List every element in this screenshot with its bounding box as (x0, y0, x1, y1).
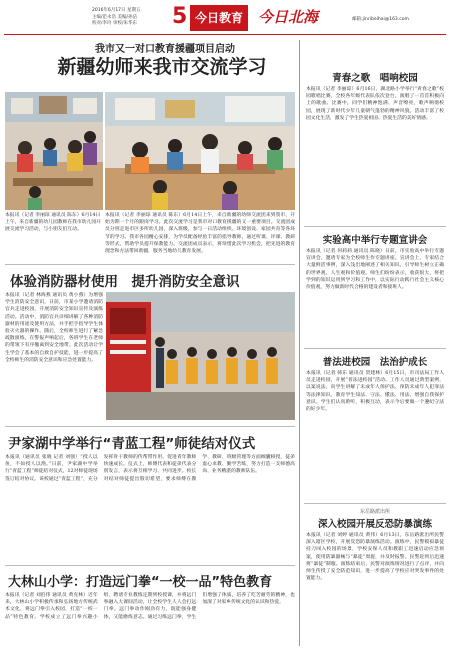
proof-line: 校对/李玲 审校/朱华东 (92, 21, 137, 26)
article3-body: 本报讯（通讯员 张晓 记者 刘强）“授人以鱼，不如授人以渔。”日前，尹家湖中学举行“青蓝工程”师徒结对仪式，12对师徒现场签订结对协议。该校通过“青蓝工程”，充分发挥骨干教师的传帮带作用，促进青年教师快速成长。仪式上，师傅代表和徒弟代表分别发言，表示将互相学习、共同进步。校长对结对师徒提出殷切希望，要求师傅在教学、教研、班级管理等方面倾囊相授，徒弟虚心求教、勤学苦练，努力打造一支师德高尚、业务精湛的教师队伍。 (5, 455, 295, 482)
article1-kicker: 我市又一对口教育援疆项目启动 (95, 44, 235, 55)
masthead-rule (4, 34, 446, 35)
sidebar2-body: 本报讯（记者 何莉莉 通讯员 陈晓）日前，市实验高中举行专题宣讲会，邀请专家为全校师生作专题讲座。宣讲会上，专家结合大量鲜活事例，深入浅出地阐述了相关知识，引导师生树立正确的世界观、人生观和价值观。师生们纷纷表示，收获很大，将把学到的知识运用到学习和工作中，以实际行动践行社会主义核心价值观，努力做新时代合格的建设者和接班人。 (306, 249, 444, 291)
sidebar4-kicker: 东岳路派出所 (359, 509, 390, 515)
article1-caption: 本报讯（记者 李丽琼 通讯员 陈东）6月14日上午，来自新疆的幼儿园教师在我市幼儿园开展交流学习活动，与小朋友们互动。 (5, 213, 101, 232)
sidebar1-headline: 青春之歌 唱响校园 (332, 73, 418, 84)
brand-logo: 今日北海 (258, 8, 319, 26)
article1-body: 本报讯（记者 李丽琼 通讯员 陈东）6月14日上午，来自新疆的幼师交流团来到我市，开始为期一个月的跟岗学习。此次交流学习是我市对口教育援疆的又一重要项目。交流团成员分别走进市区多所幼儿园，深入班级，参与一日活动组织、环境创设、家园共育等各环节的学习。我市各园精心安排，为学员配备经验丰富的指导教师，通过听课、评课、教研等形式，帮助学员提升保教能力。交流团成员表示，将珍惜此次学习机会，把先进的教育理念和方法带回新疆，服务当地幼儿教育发展。 (105, 213, 295, 255)
editor-line: 主编/范永浩 美编/孙洁 (92, 14, 137, 20)
sidebar3-body: 本报讯（记者 韩东 通讯员 贺建林）6月15日，市司法局工作人员走进校园，开展“普法进校园”活动。工作人员通过典型案例，以案说法，向学生讲解了未成年人保护法、预防未成年人犯罪法等法律知识，教育学生知法、守法、懂法、用法，增强自我保护意识。学生们认真聆听，积极互动，表示今后要做一个遵纪守法的好少年。 (306, 371, 444, 413)
article4-body: 本报讯（记者 刘伯伟 通讯员 黄克林）近年来，大林山小学积极传承和弘扬地方传统武术文化，将远门拳引入校园，打造“一校一品”特色教育。学校成立了远门拳兴趣小组，聘请专业教练定期到校授课，并将远门拳融入大课间活动，让全校学生人人会打远门拳。远门拳动作刚劲有力，既能强身健体，又能磨炼意志。通过习练远门拳，学生们增强了体质，培养了吃苦耐劳的精神，也加深了对家乡传统文化的认识和热爱。 (5, 593, 295, 620)
email-line: 邮箱:jinribeihai@163.com (352, 17, 409, 22)
sidebar-divider (304, 503, 446, 504)
article1-headline: 新疆幼师来我市交流学习 (57, 56, 267, 78)
fire-drill-photo (106, 292, 295, 420)
sidebar3-headline: 普法进校园 法治护成长 (322, 357, 428, 368)
kindergarten-photo (105, 92, 295, 210)
article3-headline: 尹家湖中学举行“青蓝工程”师徒结对仪式 (8, 436, 256, 452)
page-number: 5 (172, 4, 188, 29)
section-divider (5, 426, 295, 427)
article2-headline: 体验消防器材使用 提升消防安全意识 (10, 274, 240, 290)
sidebar-divider (304, 226, 446, 227)
sidebar4-headline: 深入校园开展反恐防暴演练 (317, 519, 432, 530)
masthead-info (92, 8, 140, 28)
article4-headline: 大林山小学：打造远门拳“一校一品”特色教育 (8, 575, 273, 590)
classroom-photo (5, 92, 103, 210)
section-divider (5, 565, 295, 566)
date-line: 2016年6月17日 星期五 (92, 8, 141, 13)
sidebar2-headline: 实验高中举行专题宣讲会 (322, 235, 428, 246)
article2-body: 本报讯（记者 林海燕 通讯员 黄小燕）为增强学生消防安全意识，日前，市某小学邀请消防官兵走进校园，开展消防安全知识宣传及演练活动。活动中，消防官兵详细讲解了各种消防器材的用途及使用方法，并手把手指导学生体验灭火器的操作。随后，全校师生进行了紧急疏散演练，在警报声响起后，各班学生在老师的带领下有序撤离到安全地带。此次活动让学生学会了基本的自救自护技能，进一步提高了全校师生的消防安全意识和应急处置能力。 (5, 293, 103, 363)
column-divider (299, 40, 300, 646)
section-title: 今日教育 (190, 5, 248, 31)
sidebar4-body: 本报讯（记者 刘婷 通讯员 黄伟）6月13日，东岳路派出所民警深入辖区学校，开展反恐防暴演练活动。演练中，民警模拟暴徒持刀闯入校园的场景，学校安保人员和教职工迅速启动应急预案，使用防暴器械与“暴徒”周旋，并及时报警。民警赶到后迅速将“暴徒”制服。演练结束后，民警对演练情况进行了点评，并向师生传授了安全防范知识，进一步提高了学校应对突发事件的处置能力。 (306, 533, 444, 582)
masthead (0, 0, 450, 36)
section-divider (5, 264, 295, 265)
sidebar1-body: 本报讯（记者 李丽琼）6月16日，湖北路小学举行“青春之歌”校园歌唱比赛。全校各年级代表队依次登台，演唱了一首首积极向上的歌曲。比赛中，同学们精神饱满、声音嘹亮，歌声响彻校园，展现了新时代少年儿童朝气蓬勃的精神风貌。活动丰富了校园文化生活，激发了学生热爱祖国、热爱生活的美好情感。 (306, 87, 444, 121)
sidebar-divider (304, 348, 446, 349)
